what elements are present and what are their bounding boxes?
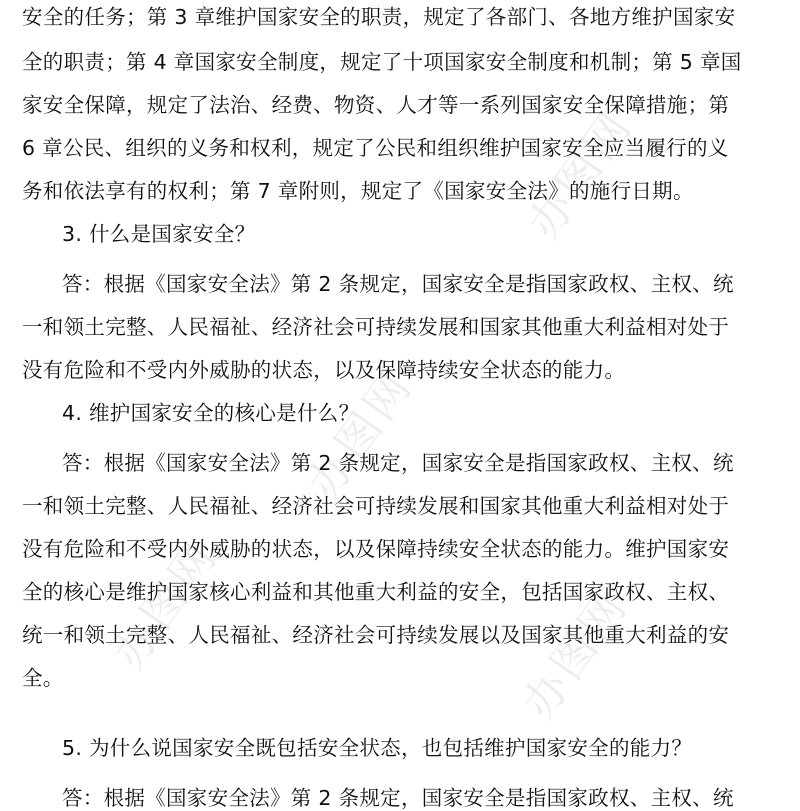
answer-line: 答：根据《国家安全法》第 2 条规定，国家安全是指国家政权、主权、统 (62, 272, 734, 296)
watermark: 办图网 (298, 360, 423, 509)
answer-line: 一和领土完整、人民福祉、经济社会可持续发展和国家其他重大利益相对处于 (22, 315, 730, 339)
body-line: 全的职责；第 4 章国家安全制度，规定了十项国家安全制度和机制；第 5 章国 (22, 50, 742, 74)
answer-line: 答：根据《国家安全法》第 2 条规定，国家安全是指国家政权、主权、统 (62, 451, 734, 475)
body-line: 务和依法享有的权利；第 7 章附则，规定了《国家安全法》的施行日期。 (22, 179, 694, 203)
body-line: 安全的任务；第 3 章维护国家安全的职责，规定了各部门、各地方维护国家安 (22, 5, 736, 29)
answer-line: 答：根据《国家安全法》第 2 条规定，国家安全是指国家政权、主权、统 (62, 786, 734, 810)
answer-line: 全的核心是维护国家核心利益和其他重大利益的安全，包括国家政权、主权、 (22, 580, 730, 604)
answer-line: 统一和领土完整、人民福祉、经济社会可持续发展以及国家其他重大利益的安 (22, 623, 730, 647)
answer-line: 没有危险和不受内外威胁的状态，以及保障持续安全状态的能力。 (22, 358, 626, 382)
body-line: 6 章公民、组织的义务和权利，规定了公民和组织维护国家安全应当履行的义 (22, 136, 729, 160)
answer-line: 一和领土完整、人民福祉、经济社会可持续发展和国家其他重大利益相对处于 (22, 494, 730, 518)
body-line: 家安全保障，规定了法治、经费、物资、人才等一系列国家安全保障措施；第 (22, 93, 730, 117)
question-heading: 3. 什么是国家安全？ (62, 222, 256, 246)
question-heading: 4. 维护国家安全的核心是什么？ (62, 401, 360, 425)
watermark: 办图网 (518, 100, 643, 249)
answer-line: 全。 (22, 666, 64, 690)
answer-line: 没有危险和不受内外威胁的状态，以及保障持续安全状态的能力。维护国家安 (22, 537, 730, 561)
watermark: 办图网 (103, 530, 228, 679)
watermark: 办图网 (513, 580, 638, 729)
question-heading: 5. 为什么说国家安全既包括安全状态，也包括维护国家安全的能力？ (62, 736, 693, 760)
